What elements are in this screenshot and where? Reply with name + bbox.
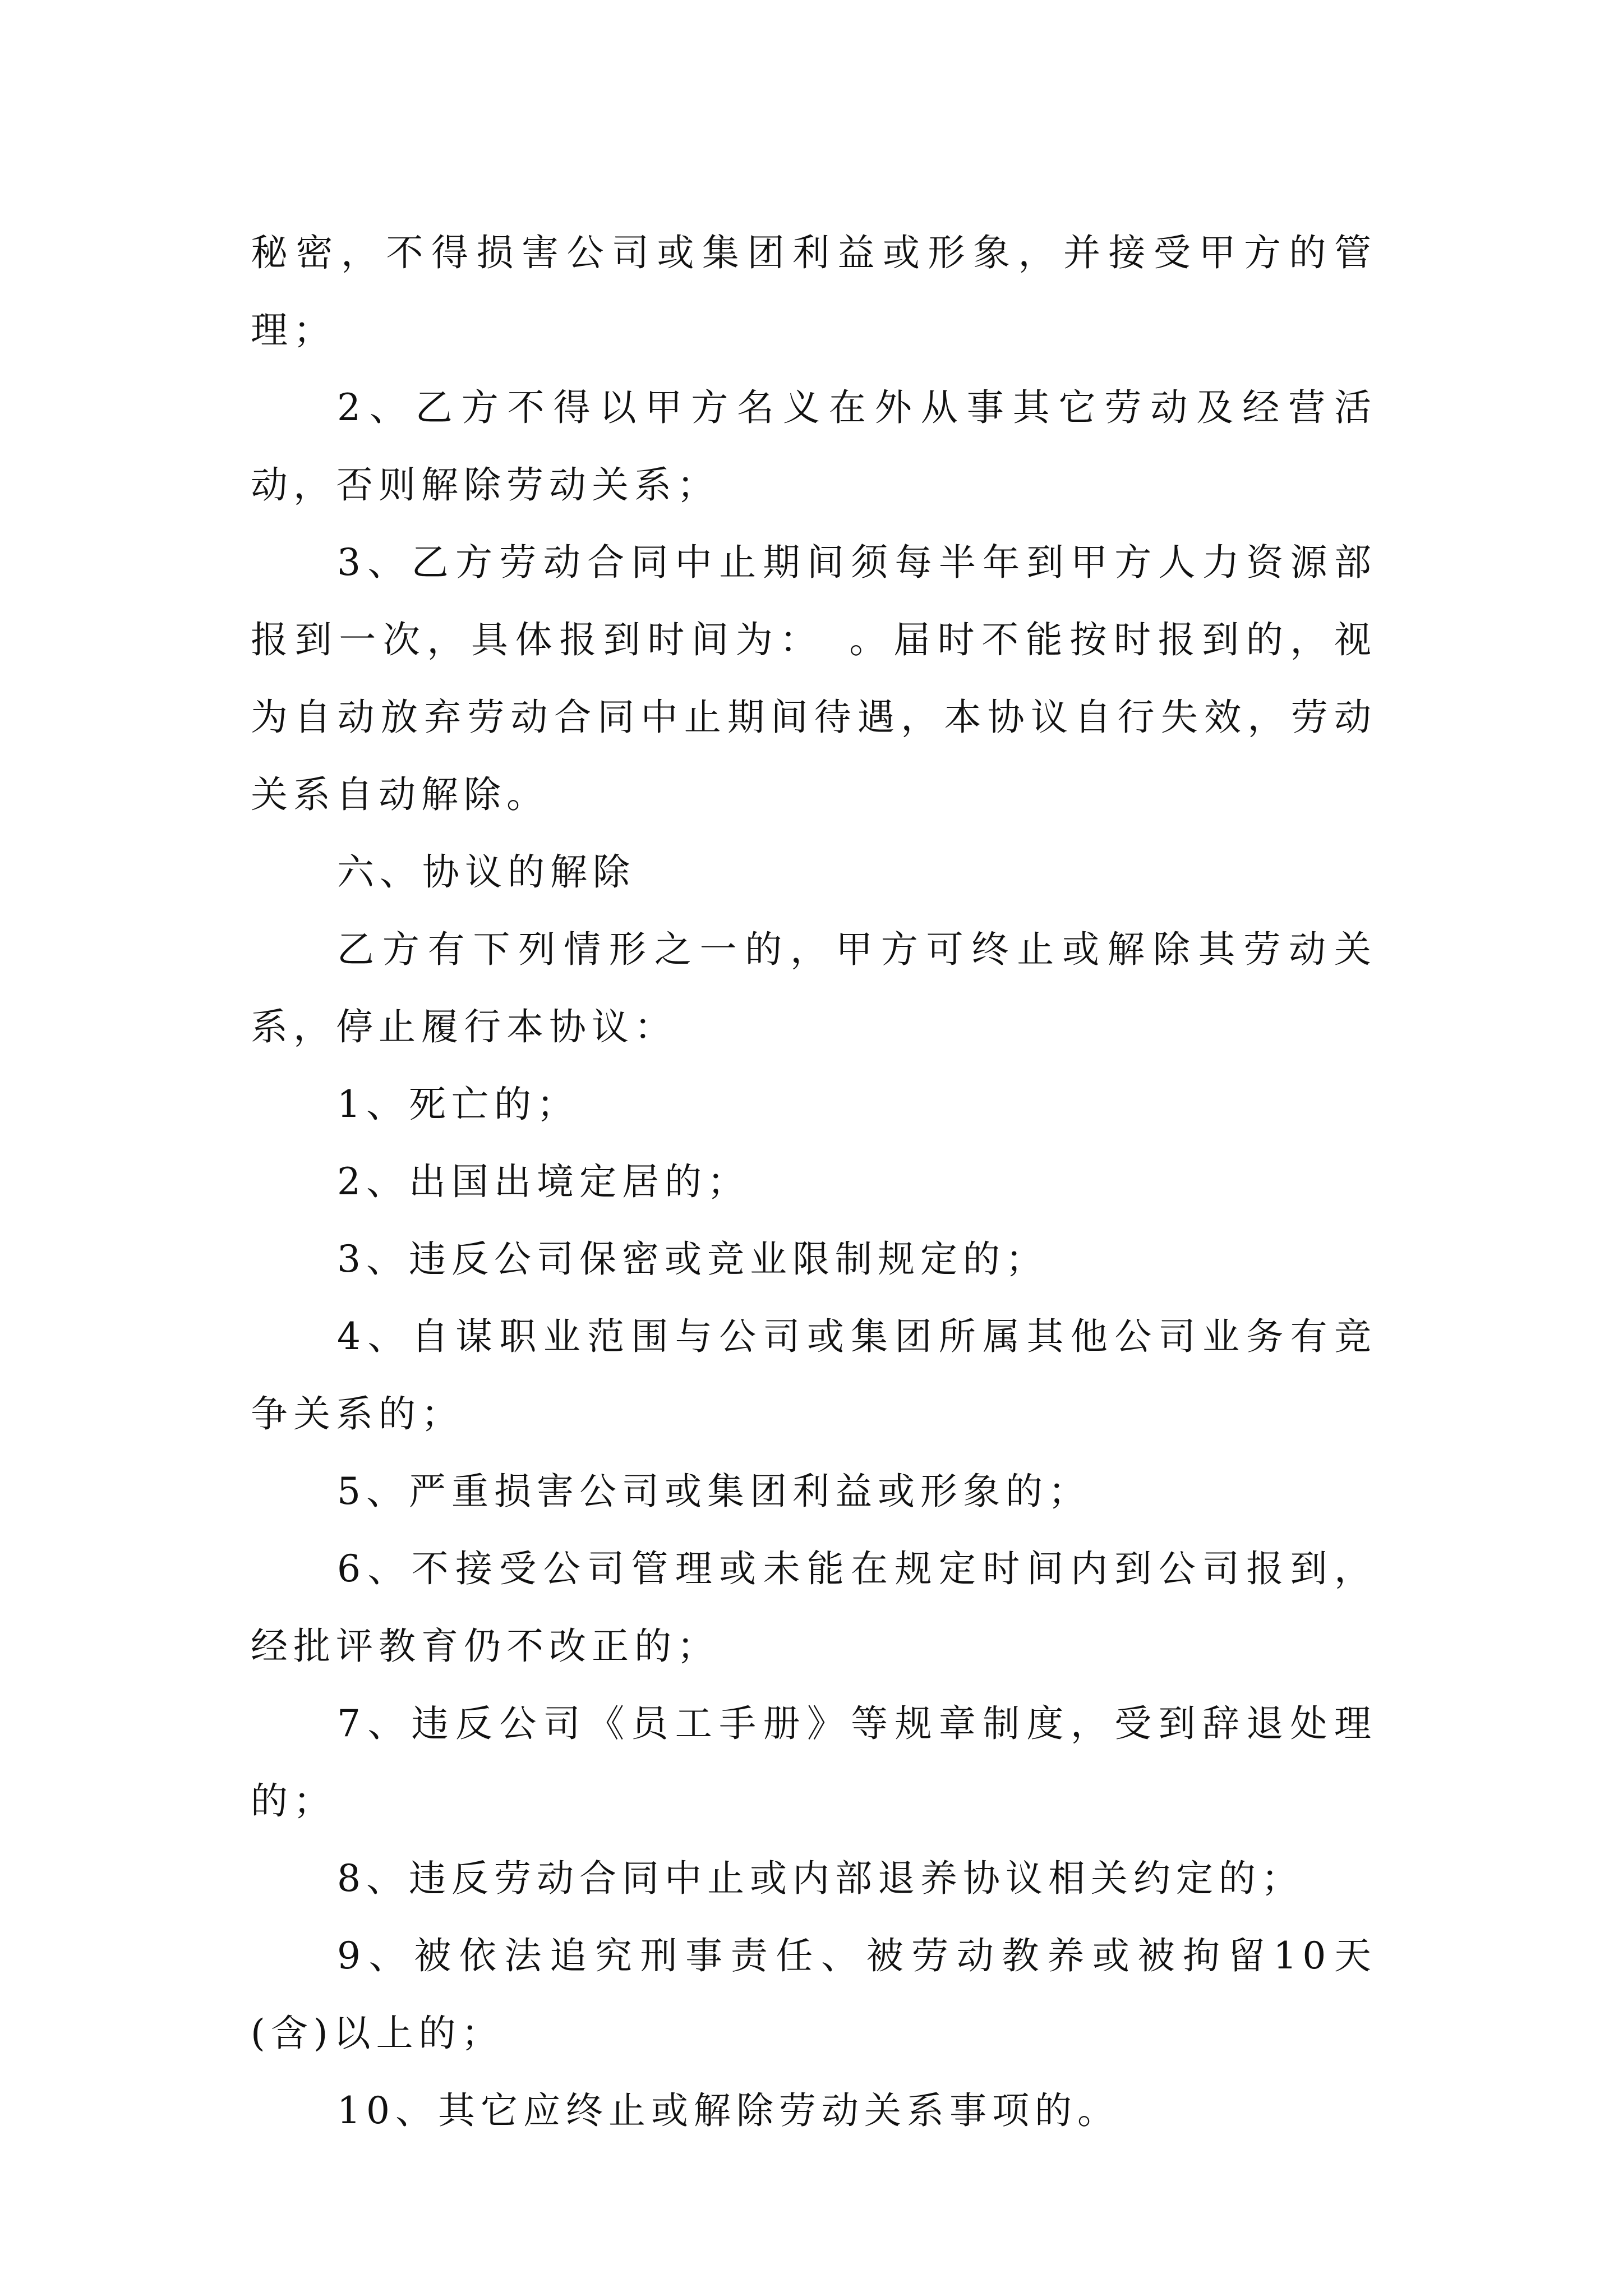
list-item-2: 2、出国出境定居的； xyxy=(337,1160,750,1203)
list-item-9: 9、被依法追究刑事责任、被劳动教养或被拘留10天(含)以上的； xyxy=(251,1934,1377,2055)
list-item-7: 7、违反公司《员工手册》等规章制度，受到辞退处理的； xyxy=(251,1702,1377,1823)
paragraph-intro: 乙方有下列情形之一的，甲方可终止或解除其劳动关系，停止履行本协议： xyxy=(251,928,1377,1048)
list-item-4: 4、自谋职业范围与公司或集团所属其他公司业务有竞争关系的； xyxy=(251,1315,1377,1435)
paragraph-item-3: 3、乙方劳动合同中止期间须每半年到甲方人力资源部报到一次，具体报到时间为： 。届时不能按时报到的，视为自动放弃劳动合同中止期间待遇，本协议自行失效，劳动关系自动解除。 xyxy=(251,541,1377,816)
document-body xyxy=(251,214,1377,2150)
section-heading-six: 六、协议的解除 xyxy=(337,850,635,894)
list-item-10: 10、其它应终止或解除劳动关系事项的。 xyxy=(337,2089,1120,2132)
list-item-5: 5、严重损害公司或集团利益或形象的； xyxy=(337,1470,1091,1513)
list-item-8: 8、违反劳动合同中止或内部退养协议相关约定的； xyxy=(337,1857,1304,1900)
paragraph-item-2: 2、乙方不得以甲方名义在外从事其它劳动及经营活动，否则解除劳动关系； xyxy=(251,386,1377,507)
paragraph-continuation: 秘密，不得损害公司或集团利益或形象，并接受甲方的管理； xyxy=(251,231,1377,352)
list-item-3: 3、违反公司保密或竞业限制规定的； xyxy=(337,1237,1048,1281)
list-item-6: 6、不接受公司管理或未能在规定时间内到公司报到，经批评教育仍不改正的； xyxy=(251,1547,1377,1668)
list-item-1: 1、死亡的； xyxy=(337,1083,579,1126)
